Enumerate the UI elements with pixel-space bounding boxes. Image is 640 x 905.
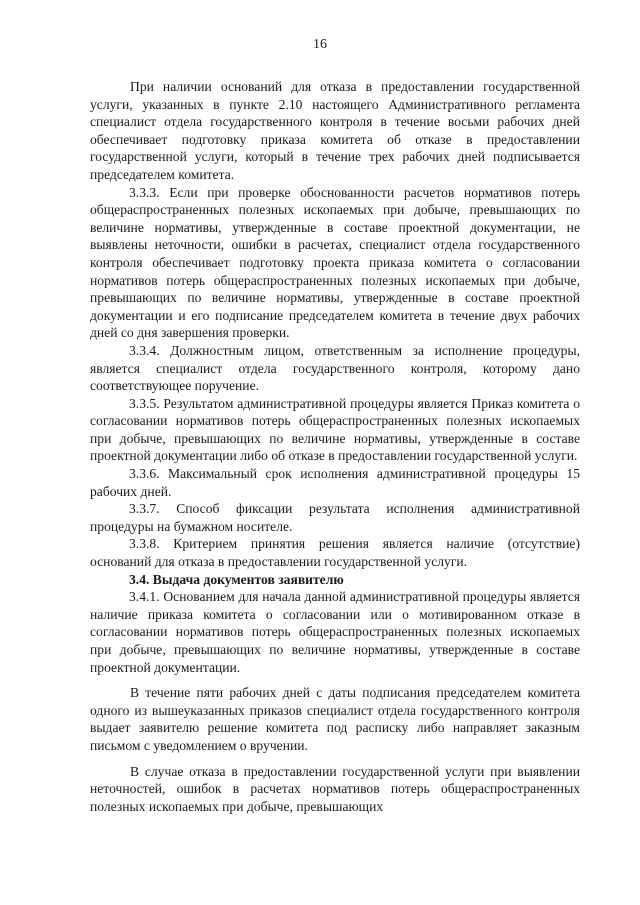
- paragraph-3-3-7: 3.3.7. Способ фиксации результата исполнения административной процедуры на бумажном носителе.: [90, 501, 580, 534]
- page-number: 16: [313, 37, 327, 52]
- paragraph-3-4-1: 3.4.1. Основанием для начала данной административной процедуры является наличие приказа комитета о согласовании или о мотивированном отказе в согласовании нормативов потерь общераспространенных полезных ископаемых при добыче, превышающих по величине нормативы, утвержденные в составе проектной документации.: [90, 589, 580, 675]
- document-body: [90, 78, 580, 815]
- paragraph-refusal-grounds: При наличии оснований для отказа в предоставлении государственной услуги, указанных в пункте 2.10 настоящего Административного регламента специалист отдела государственного контроля в течение восьми рабочих дней обеспечивает подготовку приказа комитета об отказе в предоставлении государственной услуги, который в течение трех рабочих дней подписывается председателем комитета.: [90, 79, 580, 182]
- paragraph-3-3-5: 3.3.5. Результатом административной процедуры является Приказ комитета о согласовании нормативов потерь общераспространенных полезных ископаемых при добыче, превышающих по величине нормативы, утвержденные в составе проектной документации либо об отказе в предоставлении государственной услуги.: [90, 395, 580, 464]
- paragraph-3-3-4: 3.3.4. Должностным лицом, ответственным за исполнение процедуры, является специалист отдела государственного контроля, которому дано соответствующее поручение.: [90, 342, 580, 394]
- paragraph-3-3-3: 3.3.3. Если при проверке обоснованности расчетов нормативов потерь общераспространенных полезных ископаемых при добыче, превышающих по величине нормативы, утвержденные в составе проектной документации, не выявлены неточности, ошибки в расчетах, специалист отдела государственного контроля обеспечивает подготовку проекта приказа комитета о согласовании нормативов потерь общераспространенных полезных ископаемых при добыче, превышающих по величине нормативы, утвержденные в составе проектной документации и его подписание председателем комитета в течение двух рабочих дней со дня завершения проверки.: [90, 184, 580, 341]
- paragraph-3-3-6: 3.3.6. Максимальный срок исполнения административной процедуры 15 рабочих дней.: [90, 466, 580, 499]
- section-heading: 3.4. Выдача документов заявителю: [129, 571, 344, 587]
- paragraph-refusal-case: В случае отказа в предоставлении государственной услуги при выявлении неточностей, ошибок в расчетах нормативов потерь общераспространенных полезных ископаемых при добыче, превышающих: [90, 763, 580, 814]
- paragraph-3-3-8: 3.3.8. Критерием принятия решения является наличие (отсутствие) оснований для отказа в предоставлении государственной услуги.: [90, 536, 580, 570]
- paragraph-delivery-term: В течение пяти рабочих дней с даты подписания председателем комитета одного из вышеуказанных приказов специалист отдела государственного контроля выдает заявителю решение комитета под расписку либо направляет заказным письмом с уведомлением о вручении.: [90, 685, 580, 753]
